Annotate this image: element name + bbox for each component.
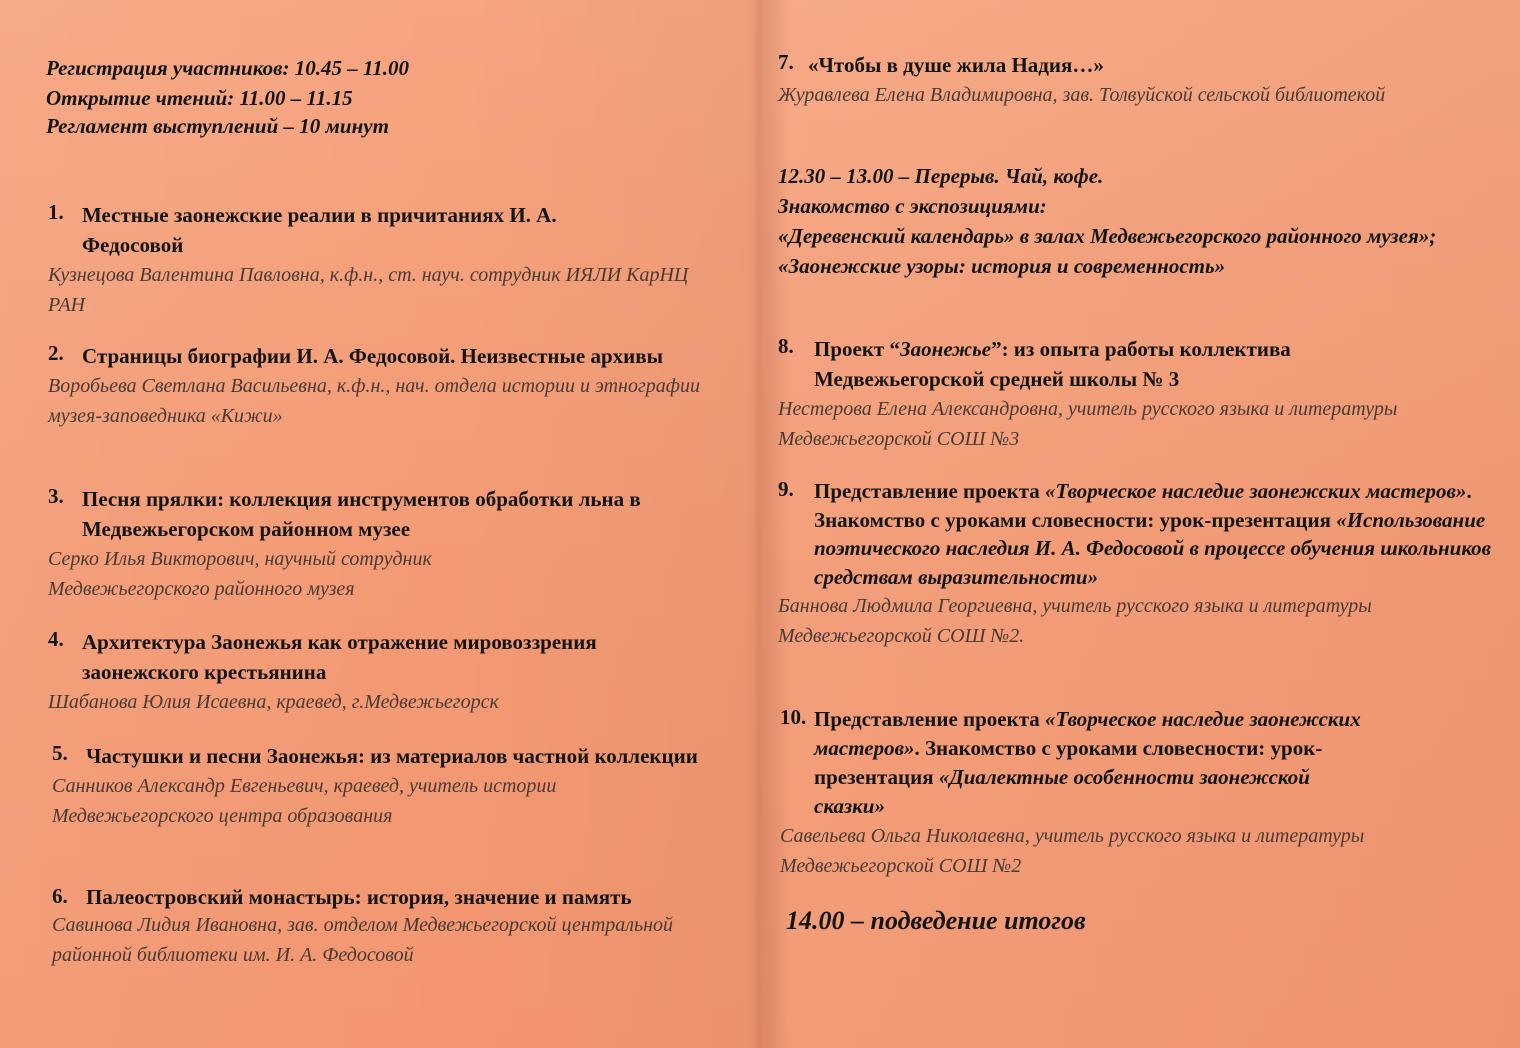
item-title-part: . Знакомство с уроками словесности: урок-презентация — [814, 736, 1323, 789]
speech-limit: Регламент выступлений – 10 минут — [46, 114, 389, 138]
exhibit-1: «Деревенский календарь» в залах Медвежьегорского районного музея»; — [778, 224, 1437, 248]
project-name: Заонежье — [900, 337, 992, 361]
program-item-3 — [48, 484, 708, 604]
item-title: Архитектура Заонежья как отражение мировоззрения заонежского крестьянина — [82, 630, 597, 684]
item-title: Страницы биографии И. А. Федосовой. Неизвестные архивы — [82, 344, 664, 368]
item-speaker: Баннова Людмила Георгиевна, учитель русского языка и литературы Медвежьегорской СОШ №2. — [778, 595, 1372, 647]
item-number: 5. — [52, 741, 68, 765]
item-number: 1. — [48, 200, 64, 224]
program-item-10 — [780, 705, 1480, 881]
item-speaker: Кузнецова Валентина Павловна, к.ф.н., ст. науч. сотрудник ИЯЛИ КарНЦ РАН — [48, 264, 689, 316]
closing-line: 14.00 – подведение итогов — [786, 906, 1086, 935]
item-number: 10. — [780, 705, 807, 729]
program-item-5 — [52, 741, 712, 831]
page-fold — [752, 0, 766, 1048]
item-title-part: Представление проекта — [814, 707, 1046, 731]
exhibits-heading: Знакомство с экспозициями: — [778, 194, 1047, 218]
item-title — [778, 477, 1504, 591]
item-number: 7. — [778, 50, 794, 74]
item-speaker: Нестерова Елена Александровна, учитель русского языка и литературы Медвежьегорской СОШ №3 — [778, 398, 1398, 450]
item-number: 2. — [48, 341, 64, 365]
item-title: Палеостровский монастырь: история, значение и память — [86, 885, 632, 909]
item-title — [778, 334, 1414, 394]
program-item-8 — [778, 334, 1458, 454]
item-number: 8. — [778, 334, 794, 358]
project-name: «Творческое наследие заонежских мастеров» — [814, 707, 1361, 760]
exhibit-2: «Заонежские узоры: история и современность» — [778, 254, 1226, 278]
item-title-part: Представление проекта — [814, 479, 1046, 503]
program-item-4 — [48, 627, 728, 717]
item-number: 3. — [48, 484, 64, 508]
item-title-part: ”: из опыта работы коллектива Медвежьегорской средней школы № 3 — [814, 337, 1291, 391]
item-speaker: Шабанова Юлия Исаевна, краевед, г.Медвежьегорск — [48, 691, 499, 713]
item-title: Частушки и песни Заонежья: из материалов частной коллекции — [86, 744, 698, 768]
break-block — [778, 161, 1498, 281]
item-title-part: Проект “ — [814, 337, 900, 361]
registration-time: Регистрация участников: 10.45 – 11.00 — [46, 56, 410, 80]
opening-time: Открытие чтений: 11.00 – 11.15 — [46, 86, 353, 110]
break-time: 12.30 – 13.00 – Перерыв. Чай, кофе. — [778, 164, 1104, 188]
item-speaker: Савельева Ольга Николаевна, учитель русского языка и литературы Медвежьегорской СОШ №2 — [780, 825, 1365, 877]
program-item-1 — [48, 200, 708, 320]
item-speaker: Савинова Лидия Ивановна, зав. отделом Медвежьегорской центральной районной библиотеки им. И. А. Федосовой — [52, 914, 674, 966]
item-title-part: . Знакомство с уроками словесности: урок-презентация — [814, 479, 1472, 532]
item-speaker: Журавлева Елена Владимировна, зав. Толвуйской сельской библиотекой — [778, 84, 1386, 106]
item-speaker: Воробьева Светлана Васильевна, к.ф.н., нач. отдела истории и этнографии музея-заповедника «Кижи» — [48, 375, 700, 427]
program-item-7 — [778, 50, 1478, 110]
program-item-6 — [52, 884, 742, 970]
item-number: 4. — [48, 627, 64, 651]
item-title: «Чтобы в душе жила Надия…» — [808, 53, 1104, 77]
lesson-name: «Диалектные особенности заонежской сказки» — [814, 765, 1310, 818]
project-name: «Творческое наследие заонежских мастеров» — [1045, 479, 1467, 503]
lesson-name: «Использование поэтического наследия И. А. Федосовой в процессе обучения школьников средствам выразительности» — [814, 507, 1492, 589]
program-item-9 — [778, 477, 1498, 651]
item-title: Местные заонежские реалии в причитаниях И. А. Федосовой — [82, 203, 557, 257]
item-number: 9. — [778, 477, 794, 501]
item-number: 6. — [52, 884, 68, 908]
item-speaker: Санников Александр Евгеньевич, краевед, учитель истории Медвежьегорского центра образования — [52, 775, 557, 827]
item-title — [780, 705, 1374, 821]
program-item-2 — [48, 341, 718, 431]
item-speaker: Серко Илья Викторович, научный сотрудник Медвежьегорского районного музея — [48, 548, 432, 600]
item-title: Песня прялки: коллекция инструментов обработки льна в Медвежьегорском районном музее — [82, 487, 641, 541]
